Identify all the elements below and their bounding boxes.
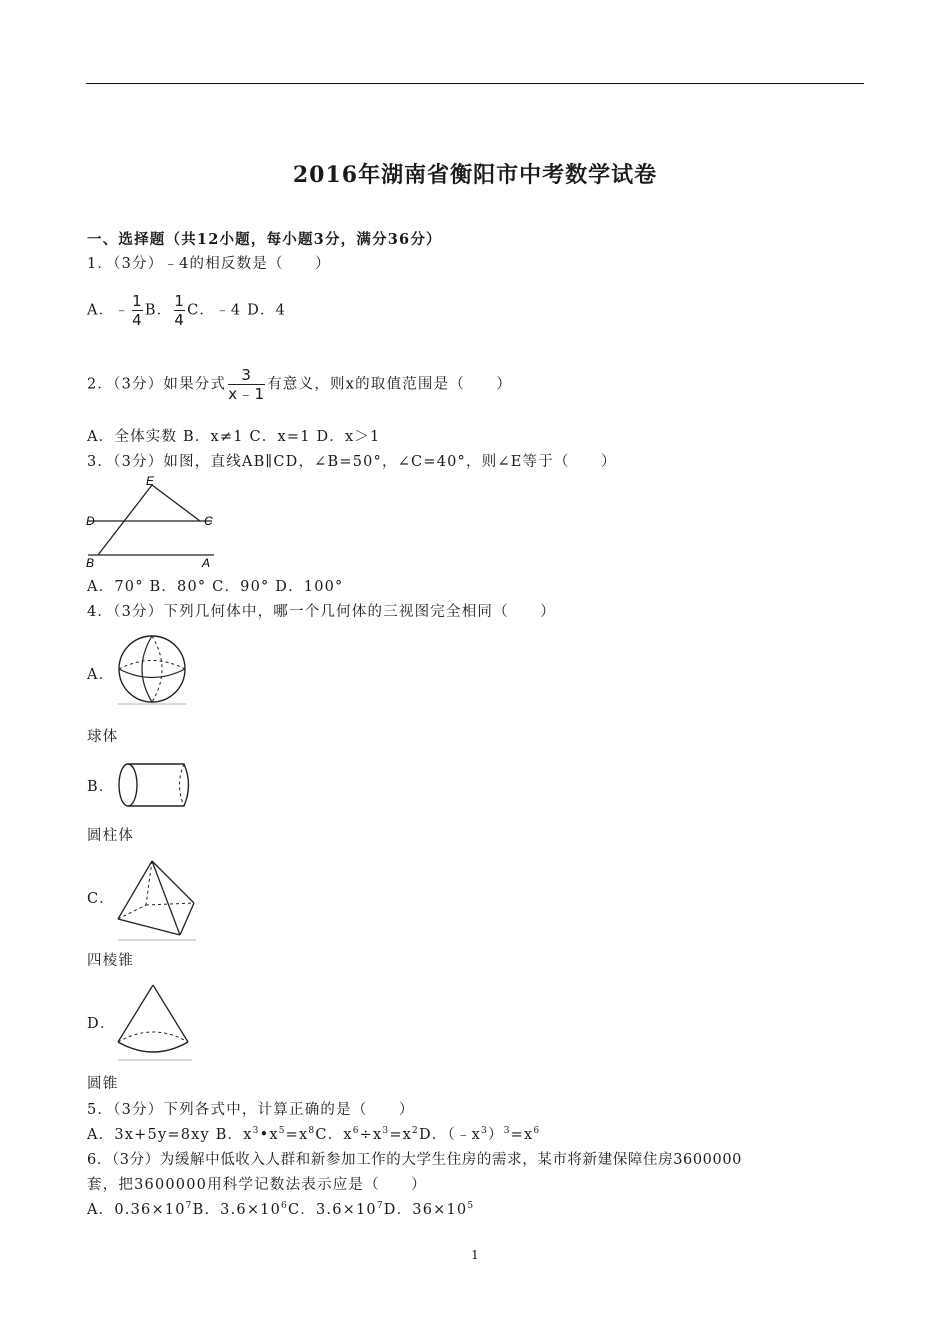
q4-option-b-label: B． xyxy=(87,779,115,795)
question-5-stem: 5．（3分）下列各式中，计算正确的是（ ） xyxy=(87,1102,415,1118)
header-rule xyxy=(86,83,864,84)
fraction-three-over-x-minus-one: $\frac{3}{x﹣1}$ xyxy=(228,366,266,403)
q4-option-b-caption: 圆柱体 xyxy=(87,828,135,844)
square-pyramid-icon xyxy=(114,858,198,942)
q4-option-c-caption: 四棱锥 xyxy=(87,953,135,969)
section-heading: 一、选择题（共12小题，每小题3分，满分36分） xyxy=(87,231,442,248)
label-d: D xyxy=(86,514,95,528)
label-a: A xyxy=(202,556,211,570)
question-4-stem: 4．（3分）下列几何体中，哪一个几何体的三视图完全相同（ ） xyxy=(87,604,556,620)
sphere-icon xyxy=(114,632,190,708)
q1-option-rest: C．﹣4 D．4 xyxy=(187,302,287,319)
parallel-lines-figure xyxy=(84,472,220,572)
line-be xyxy=(98,485,152,555)
question-3-options: A．70° B．80° C．90° D．100° xyxy=(87,579,344,595)
cylinder-icon xyxy=(114,760,196,812)
question-5-options: A．3x+5y=8xy B．$x^3•x^5=x^8C$．$x^6\div x^3=x^2D$．$(﹣x^3)^3=x^6$ xyxy=(87,1126,541,1143)
q4-option-d-label: D． xyxy=(87,1016,116,1032)
fraction-one-quarter-a: $\frac{1}{4}$ xyxy=(132,292,143,329)
page-number: 1 xyxy=(471,1248,479,1262)
line-ec xyxy=(152,485,200,521)
question-6-stem-line-1: 6．（3分）为缓解中低收入人群和新参加工作的大学生住房的需求，某市将新建保障住房3600000 xyxy=(87,1152,742,1168)
label-c: C xyxy=(204,514,213,528)
cone-icon xyxy=(114,982,194,1064)
label-e: E xyxy=(146,474,155,488)
q4-option-a-caption: 球体 xyxy=(87,729,119,745)
q4-option-c-label: C． xyxy=(87,891,115,907)
exam-title: 2016年湖南省衡阳市中考数学试卷 xyxy=(292,162,658,188)
q1-option-a-prefix: A．﹣ xyxy=(87,302,131,319)
question-1-options xyxy=(87,292,286,329)
fraction-one-quarter-b: $\frac{1}{4}$ xyxy=(174,292,186,329)
question-2-stem: 2．（3分）如果分式 $\frac{3}{x﹣1}$ 有意义，则x的取值范围是（ ） xyxy=(87,366,513,403)
question-1-stem: 1．（3分）﹣4的相反数是（ ） xyxy=(87,256,331,272)
question-2-options: A．全体实数 B．x≠1 C．x=1 D．x＞1 xyxy=(87,429,381,445)
q4-option-a-label: A． xyxy=(87,667,115,683)
question-6-stem-line-2: 套，把3600000用科学记数法表示应是（ ） xyxy=(87,1177,427,1193)
q1-option-b-prefix: B． xyxy=(144,302,173,319)
label-b: B xyxy=(86,556,95,570)
question-6-options: A．$0.36\times 10^7B$．$3.6\times 10^6C$．$3.6\times 10^7D$．$36\times 10^5$ xyxy=(87,1201,475,1218)
q4-option-d-caption: 圆锥 xyxy=(87,1076,119,1092)
question-3-stem: 3．（3分）如图，直线AB∥CD，∠B=50°，∠C=40°，则∠E等于（ ） xyxy=(87,454,617,470)
